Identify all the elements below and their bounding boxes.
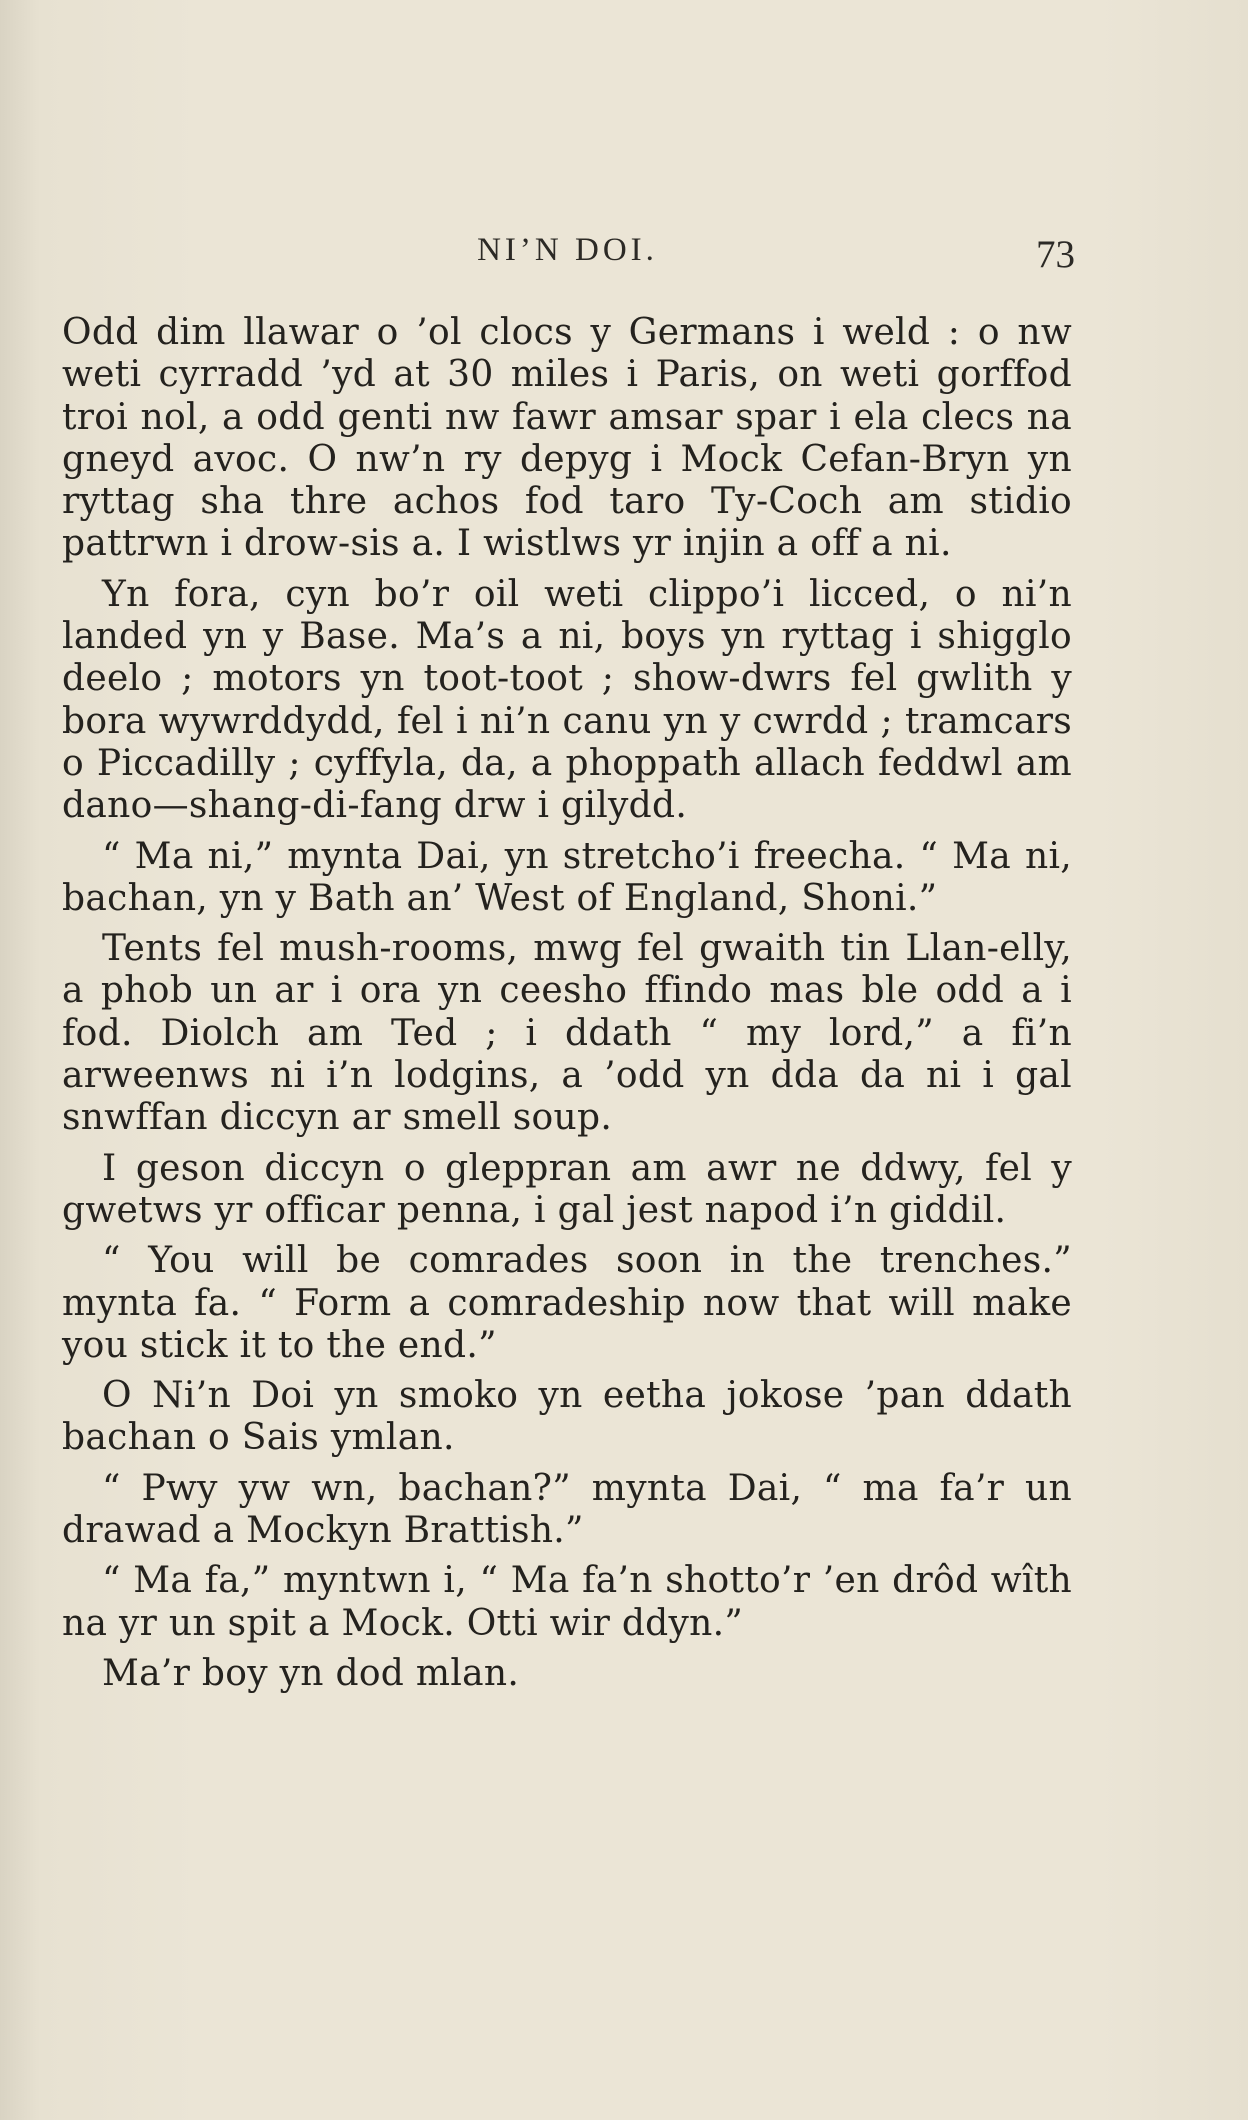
paragraph: “ You will be comrades soon in the trenches.” mynta fa. “ Form a comradeship now that will make you stick it to the end.” [62, 1240, 1072, 1366]
paragraph: I geson diccyn o gleppran am awr ne ddwy, fel y gwetws yr officar penna, i gal jest napod i’n giddil. [62, 1147, 1072, 1231]
page-number: 73 [1036, 233, 1075, 276]
paragraph: “ Ma ni,” mynta Dai, yn stretcho’i freecha. “ Ma ni, bachan, yn y Bath an’ West of England, Shoni.” [62, 835, 1072, 919]
paragraph: “ Ma fa,” myntwn i, “ Ma fa’n shotto’r ’en drôd wîth na yr un spit a Mock. Otti wir ddyn.” [62, 1560, 1072, 1644]
paragraph: Tents fel mush-rooms, mwg fel gwaith tin Llan-elly, a phob un ar i ora yn ceesho ffindo mas ble odd a i fod. Diolch am Ted ; i ddath “ my lord,” a fi’n arweenws ni i’n lodgins, a ’odd yn dda da ni i gal snwffan diccyn ar smell soup. [62, 928, 1072, 1139]
body-text [62, 312, 1072, 1703]
running-head-title: NI’N DOI. [477, 232, 658, 268]
paragraph: O Ni’n Doi yn smoko yn eetha jokose ’pan ddath bachan o Sais ymlan. [62, 1375, 1072, 1459]
paragraph: Yn fora, cyn bo’r oil weti clippo’i licced, o ni’n landed yn y Base. Ma’s a ni, boys yn ryttag i shigglo deelo ; motors yn toot-toot ; show-dwrs fel gwlith y bora wywrddydd, fel i ni’n canu yn y cwrdd ; tramcars o Piccadilly ; cyffyla, da, a phoppath allach feddwl am dano—shang-di-fang drw i gilydd. [62, 573, 1072, 827]
paragraph: Ma’r boy yn dod mlan. [102, 1652, 520, 1694]
paragraph: “ Pwy yw wn, bachan?” mynta Dai, “ ma fa’r un drawad a Mockyn Brattish.” [62, 1467, 1072, 1552]
paragraph: Odd dim llawar o ’ol clocs y Germans i weld : o nw weti cyrradd ’yd at 30 miles i Paris, on weti gorffod troi nol, a odd genti nw fawr amsar spar i ela clecs na gneyd avoc. O nw’n ry depyg i Mock Cefan-Bryn yn ryttag sha thre achos fod taro Ty-Coch am stidio pattrwn i drow-sis a. I wistlws yr injin a off a ni. [62, 312, 1072, 565]
running-head [60, 232, 1075, 282]
